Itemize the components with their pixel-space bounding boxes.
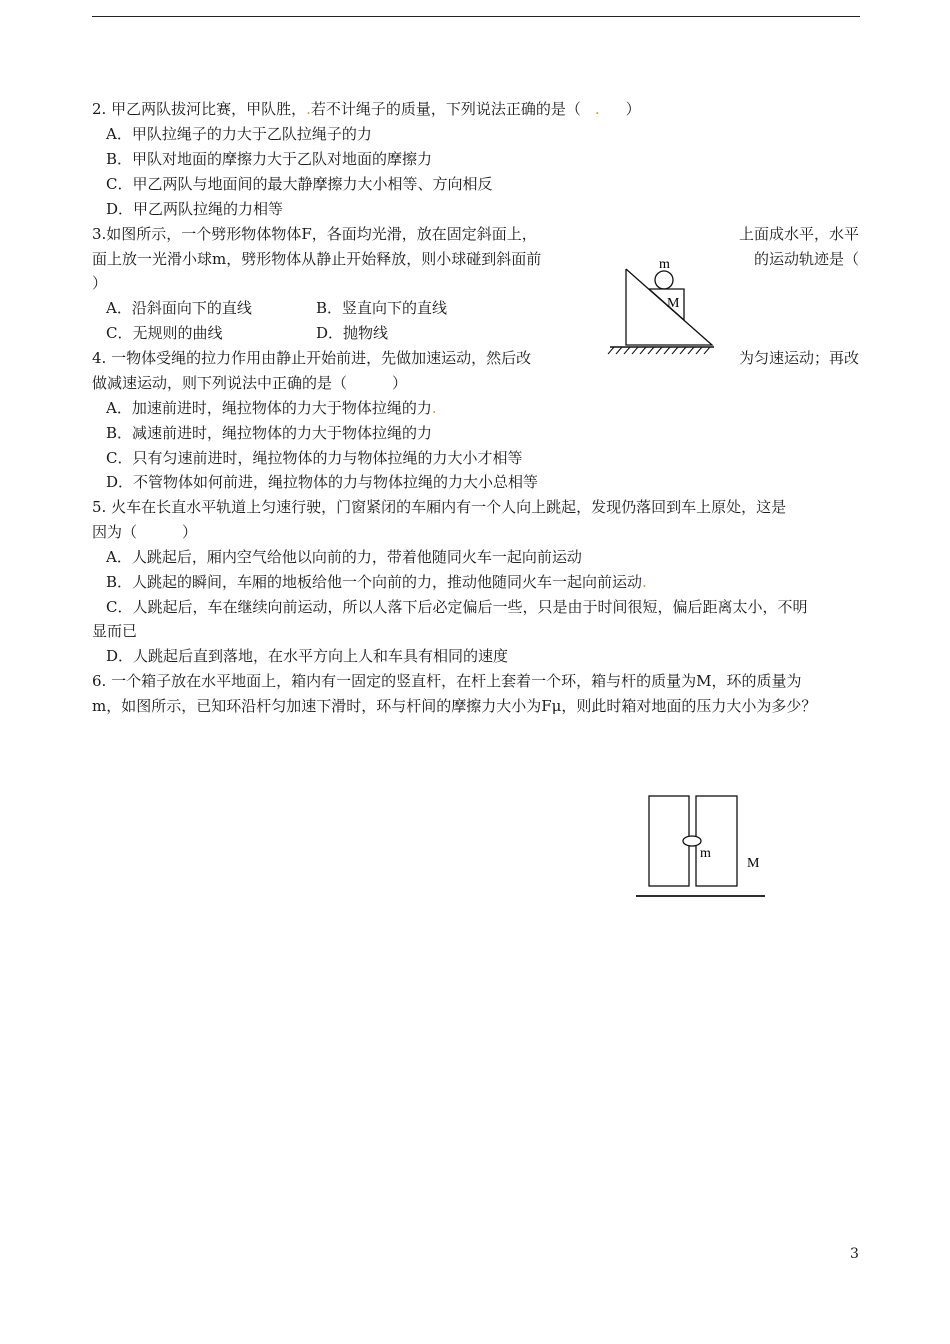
q3-option-c: C．无规则的曲线: [106, 324, 223, 342]
q2-option-d: D．甲乙两队拉绳的力相等: [106, 200, 284, 218]
q2-stem-part2: 若不计绳子的质量，下列说法正确的是（: [310, 100, 581, 118]
q4-option-a: [106, 398, 437, 418]
q3-line2-right: 的运动轨迹是（: [753, 250, 859, 268]
header-rule: [92, 16, 860, 17]
q2-stem-part3: ）: [625, 100, 641, 118]
box-label: M: [747, 856, 760, 871]
q2-option-a: A．甲队拉绳子的力大于乙队拉绳子的力: [106, 125, 372, 143]
q5-option-a: A．人跳起后，厢内空气给他以向前的力，带着他随同火车一起向前运动: [106, 548, 582, 566]
ball: [655, 271, 673, 289]
q4-line2: 做减速运动，则下列说法中正确的是（ ）: [92, 374, 408, 392]
q5-option-c-cont: 显而已: [92, 622, 138, 640]
q5-option-c: C．人跳起后，车在继续向前运动，所以人落下后必定偏后一些，只是由于时间很短，偏后距离太小，不明: [106, 598, 808, 616]
q2-stem: [92, 99, 641, 119]
box-right-panel: [696, 796, 737, 886]
q3-line3: ）: [92, 274, 108, 292]
q4-line1-right: 为匀速运动；再改: [738, 349, 859, 367]
page-number: 3: [850, 1246, 859, 1262]
ring-label: m: [700, 846, 711, 861]
box-ring-figure: [630, 790, 770, 902]
q4-option-d: D．不管物体如何前进，绳拉物体的力与物体拉绳的力大小总相等: [106, 473, 539, 491]
q5-option-d: D．人跳起后直到落地，在水平方向上人和车具有相同的速度: [106, 647, 509, 665]
q4-option-c: C．只有匀速前进时，绳拉物体的力与物体拉绳的力大小才相等: [106, 449, 523, 467]
q3-line1-left: 3.如图所示，一个劈形物体物体F，各面均光滑，放在固定斜面上，: [92, 225, 537, 243]
mark-dot: .: [431, 399, 437, 417]
wedge-figure: [604, 254, 724, 364]
mark-dot: .: [594, 100, 600, 118]
q3-option-b: B．竖直向下的直线: [316, 299, 448, 317]
q2-option-b: B．甲队对地面的摩擦力大于乙队对地面的摩擦力: [106, 150, 433, 168]
q3-option-d: D．抛物线: [316, 324, 389, 342]
mark-dot: .: [306, 100, 311, 118]
ground-hatching: [608, 347, 710, 354]
q5-option-b: [106, 572, 647, 592]
wedge-label: M: [667, 296, 680, 311]
q3-option-a: A．沿斜面向下的直线: [106, 299, 252, 317]
ball-label: m: [659, 257, 670, 272]
q4-option-b: B．减速前进时，绳拉物体的力大于物体拉绳的力: [106, 424, 433, 442]
mark-dot: .: [642, 573, 647, 591]
q2-option-c: C．甲乙两队与地面间的最大静摩擦力大小相等、方向相反: [106, 175, 493, 193]
q5-line2: 因为（ ）: [92, 523, 198, 541]
q6-line1: 6. 一个箱子放在水平地面上，箱内有一固定的竖直杆，在杆上套着一个环，箱与杆的质量为M，环的质量为: [92, 672, 802, 690]
q3-line1-right: 上面成水平，水平: [738, 225, 859, 243]
q5-line1: 5. 火车在长直水平轨道上匀速行驶，门窗紧闭的车厢内有一个人向上跳起，发现仍落回到车上原处，这是: [92, 498, 787, 516]
q6-line2: m，如图所示，已知环沿杆匀加速下滑时，环与杆间的摩擦力大小为Fμ，则此时箱对地面的压力大小为多少？: [92, 697, 817, 715]
q2-stem-part1: 2. 甲乙两队拔河比赛，甲队胜，: [92, 100, 307, 118]
ring: [683, 836, 701, 846]
q3-line2-left: 面上放一光滑小球m，劈形物体从静止开始释放，则小球碰到斜面前: [92, 250, 542, 268]
q4-line1-left: 4. 一物体受绳的拉力作用由静止开始前进，先做加速运动，然后改: [92, 349, 532, 367]
q5-option-b-text: B．人跳起的瞬间，车厢的地板给他一个向前的力，推动他随同火车一起向前运动: [106, 573, 643, 591]
q4-option-a-text: A．加速前进时，绳拉物体的力大于物体拉绳的力: [106, 399, 432, 417]
